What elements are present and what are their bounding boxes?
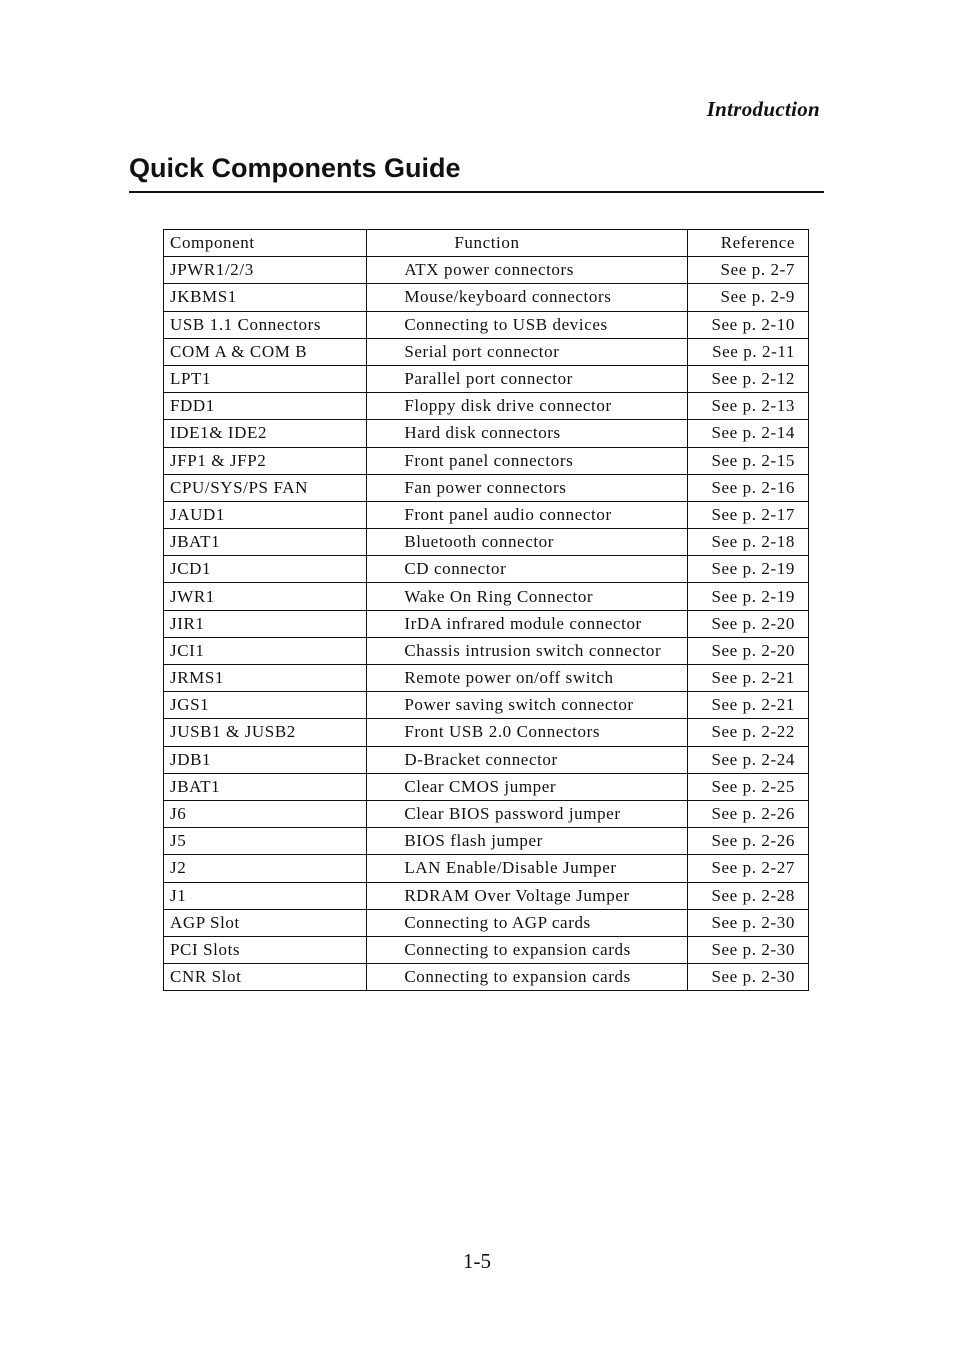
function-cell: Clear CMOS jumper — [367, 773, 687, 800]
component-cell: JRMS1 — [164, 665, 367, 692]
table-row — [164, 692, 809, 719]
component-cell: JUSB1 & JUSB2 — [164, 719, 367, 746]
function-cell: Connecting to expansion cards — [367, 936, 687, 963]
table-row — [164, 637, 809, 664]
component-cell: JAUD1 — [164, 501, 367, 528]
table-row — [164, 828, 809, 855]
reference-cell: See p. 2-21 — [687, 692, 808, 719]
component-cell: USB 1.1 Connectors — [164, 311, 367, 338]
column-header-reference: Reference — [687, 230, 808, 257]
table-row — [164, 719, 809, 746]
component-cell: JCD1 — [164, 556, 367, 583]
function-cell: Power saving switch connector — [367, 692, 687, 719]
reference-cell: See p. 2-27 — [687, 855, 808, 882]
function-cell: Chassis intrusion switch connector — [367, 637, 687, 664]
table-row — [164, 773, 809, 800]
table-row — [164, 882, 809, 909]
table-row — [164, 909, 809, 936]
reference-cell: See p. 2-30 — [687, 909, 808, 936]
component-cell: JKBMS1 — [164, 284, 367, 311]
table-row — [164, 284, 809, 311]
reference-cell: See p. 2-16 — [687, 474, 808, 501]
table-row — [164, 393, 809, 420]
component-cell: JPWR1/2/3 — [164, 257, 367, 284]
reference-cell: See p. 2-22 — [687, 719, 808, 746]
page-number: 1-5 — [463, 1249, 491, 1273]
column-header-function: Function — [367, 230, 687, 257]
function-cell: Clear BIOS password jumper — [367, 800, 687, 827]
component-cell: CNR Slot — [164, 964, 367, 991]
title-rule — [129, 191, 824, 193]
function-cell: Connecting to AGP cards — [367, 909, 687, 936]
reference-cell: See p. 2-18 — [687, 529, 808, 556]
reference-cell: See p. 2-26 — [687, 800, 808, 827]
function-cell: Floppy disk drive connector — [367, 393, 687, 420]
component-cell: JCI1 — [164, 637, 367, 664]
component-cell: AGP Slot — [164, 909, 367, 936]
component-cell: FDD1 — [164, 393, 367, 420]
function-cell: RDRAM Over Voltage Jumper — [367, 882, 687, 909]
function-cell: Fan power connectors — [367, 474, 687, 501]
reference-cell: See p. 2-21 — [687, 665, 808, 692]
table-row — [164, 447, 809, 474]
component-cell: JGS1 — [164, 692, 367, 719]
table-row — [164, 583, 809, 610]
component-cell: J1 — [164, 882, 367, 909]
component-cell: COM A & COM B — [164, 338, 367, 365]
reference-cell: See p. 2-19 — [687, 583, 808, 610]
component-cell: JBAT1 — [164, 773, 367, 800]
function-cell: BIOS flash jumper — [367, 828, 687, 855]
component-cell: J2 — [164, 855, 367, 882]
running-header: Introduction — [706, 97, 820, 121]
table-row — [164, 365, 809, 392]
component-cell: LPT1 — [164, 365, 367, 392]
reference-cell: See p. 2-10 — [687, 311, 808, 338]
reference-cell: See p. 2-20 — [687, 637, 808, 664]
reference-cell: See p. 2-17 — [687, 501, 808, 528]
function-cell: D-Bracket connector — [367, 746, 687, 773]
function-cell: Front USB 2.0 Connectors — [367, 719, 687, 746]
table-row — [164, 474, 809, 501]
function-cell: LAN Enable/Disable Jumper — [367, 855, 687, 882]
table-row — [164, 257, 809, 284]
table-row — [164, 610, 809, 637]
table-row — [164, 665, 809, 692]
function-cell: Wake On Ring Connector — [367, 583, 687, 610]
function-cell: Connecting to USB devices — [367, 311, 687, 338]
table-row — [164, 529, 809, 556]
reference-cell: See p. 2-26 — [687, 828, 808, 855]
reference-cell: See p. 2-28 — [687, 882, 808, 909]
component-cell: CPU/SYS/PS FAN — [164, 474, 367, 501]
function-cell: CD connector — [367, 556, 687, 583]
table-header — [164, 230, 809, 257]
component-cell: JFP1 & JFP2 — [164, 447, 367, 474]
page-title: Quick Components Guide — [129, 153, 461, 183]
function-cell: Mouse/keyboard connectors — [367, 284, 687, 311]
reference-cell: See p. 2-7 — [687, 257, 808, 284]
reference-cell: See p. 2-20 — [687, 610, 808, 637]
reference-cell: See p. 2-11 — [687, 338, 808, 365]
component-cell: JBAT1 — [164, 529, 367, 556]
reference-cell: See p. 2-12 — [687, 365, 808, 392]
reference-cell: See p. 2-30 — [687, 964, 808, 991]
component-cell: JIR1 — [164, 610, 367, 637]
function-cell: Remote power on/off switch — [367, 665, 687, 692]
component-cell: IDE1& IDE2 — [164, 420, 367, 447]
header-row — [164, 230, 809, 257]
table-row — [164, 855, 809, 882]
function-cell: Bluetooth connector — [367, 529, 687, 556]
component-cell: PCI Slots — [164, 936, 367, 963]
table-row — [164, 311, 809, 338]
reference-cell: See p. 2-14 — [687, 420, 808, 447]
table-row — [164, 420, 809, 447]
table-row — [164, 936, 809, 963]
table-row — [164, 964, 809, 991]
table-body — [164, 257, 809, 991]
reference-cell: See p. 2-9 — [687, 284, 808, 311]
reference-cell: See p. 2-13 — [687, 393, 808, 420]
function-cell: Front panel connectors — [367, 447, 687, 474]
table-row — [164, 501, 809, 528]
reference-cell: See p. 2-30 — [687, 936, 808, 963]
function-cell: Hard disk connectors — [367, 420, 687, 447]
table-row — [164, 338, 809, 365]
function-cell: Parallel port connector — [367, 365, 687, 392]
component-cell: J6 — [164, 800, 367, 827]
reference-cell: See p. 2-15 — [687, 447, 808, 474]
component-cell: JDB1 — [164, 746, 367, 773]
function-cell: Serial port connector — [367, 338, 687, 365]
reference-cell: See p. 2-25 — [687, 773, 808, 800]
table-row — [164, 800, 809, 827]
reference-cell: See p. 2-19 — [687, 556, 808, 583]
function-cell: IrDA infrared module connector — [367, 610, 687, 637]
column-header-component: Component — [164, 230, 367, 257]
reference-cell: See p. 2-24 — [687, 746, 808, 773]
function-cell: Connecting to expansion cards — [367, 964, 687, 991]
table-row — [164, 556, 809, 583]
components-table — [163, 229, 809, 991]
function-cell: ATX power connectors — [367, 257, 687, 284]
function-cell: Front panel audio connector — [367, 501, 687, 528]
component-cell: J5 — [164, 828, 367, 855]
component-cell: JWR1 — [164, 583, 367, 610]
table-row — [164, 746, 809, 773]
